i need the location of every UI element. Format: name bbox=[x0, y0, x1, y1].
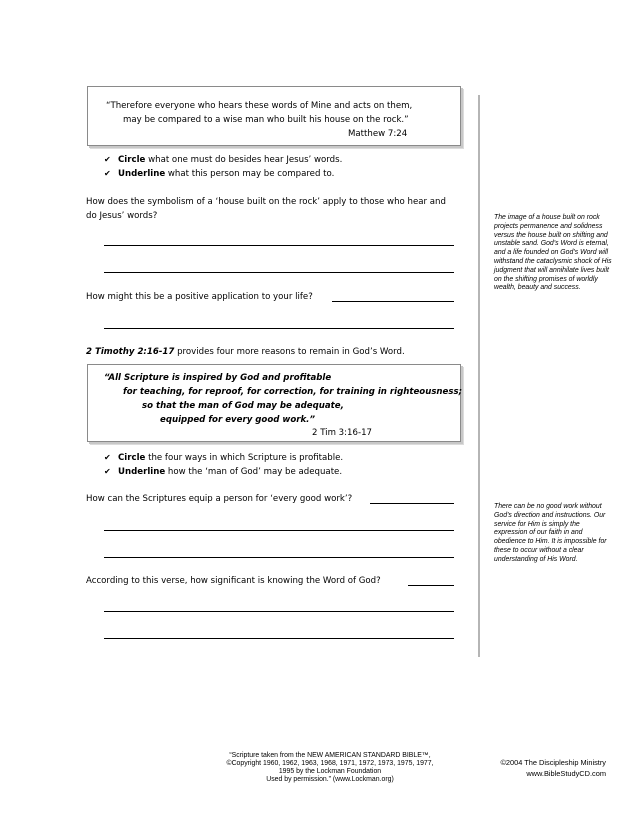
instruction-verb: Underline bbox=[118, 467, 166, 477]
scripture-reference: 2 Timothy 2:16-17 bbox=[86, 347, 175, 357]
checkmark-icon: ✔ bbox=[104, 155, 111, 164]
instruction-text: what one must do besides hear Jesus’ words. bbox=[145, 155, 343, 165]
ministry-website[interactable]: www.BibleStudyCD.com bbox=[526, 769, 606, 778]
instruction-verb: Circle bbox=[118, 453, 146, 463]
answer-line[interactable] bbox=[104, 245, 454, 246]
sidebar-note-1: The image of a house built on rock projects permanence and solidness versus the house built on shifting and unstable sand. God’s Word is eternal, and a life founded on God’s Word will withstand the cataclysmic shock of His judgment that will annihilate lives built on the shifting promises of worldly wealth, beauty and success. bbox=[494, 214, 612, 292]
answer-line[interactable] bbox=[104, 530, 454, 531]
copyright-line: 1995 by the Lockman Foundation bbox=[278, 768, 382, 775]
quote1-line1: “Therefore everyone who hears these words of Mine and acts on them, bbox=[106, 101, 413, 111]
instruction-text: the four ways in which Scripture is profitable. bbox=[145, 453, 344, 463]
answer-line[interactable] bbox=[104, 638, 454, 639]
quote1-reference: Matthew 7:24 bbox=[348, 129, 408, 139]
instruction-text: what this person may be compared to. bbox=[165, 169, 335, 179]
answer-line[interactable] bbox=[332, 301, 454, 302]
checkmark-icon: ✔ bbox=[104, 453, 111, 462]
checkmark-icon: ✔ bbox=[104, 169, 111, 178]
answer-line[interactable] bbox=[370, 503, 454, 504]
footer-copyright bbox=[200, 752, 460, 784]
checkmark-icon: ✔ bbox=[104, 467, 111, 476]
quote1-line2: may be compared to a wise man who built his house on the rock.” bbox=[123, 115, 409, 125]
instruction-text: how the ‘man of God’ may be adequate. bbox=[165, 467, 343, 477]
quote2-line2: for teaching, for reproof, for correction, for training in righteousness; bbox=[123, 387, 463, 397]
question4: According to this verse, how significant is knowing the Word of God? bbox=[86, 576, 381, 586]
question1-line2: do Jesus’ words? bbox=[86, 211, 158, 221]
question3: How can the Scriptures equip a person for ‘every good work’? bbox=[86, 494, 353, 504]
instruction-circle-1 bbox=[104, 155, 342, 165]
ministry-name: ©2004 The Discipleship Ministry bbox=[500, 758, 606, 767]
answer-line[interactable] bbox=[104, 557, 454, 558]
quote2-line1: “All Scripture is inspired by God and profitable bbox=[104, 373, 332, 383]
copyright-line: ©Copyright 1960, 1962, 1963, 1968, 1971, 1972, 1973, 1975, 1977, bbox=[226, 760, 434, 767]
answer-line[interactable] bbox=[104, 611, 454, 612]
copyright-line: “Scripture taken from the NEW AMERICAN STANDARD BIBLE™, bbox=[229, 752, 431, 759]
answer-line[interactable] bbox=[408, 585, 454, 586]
instruction-verb: Underline bbox=[118, 169, 166, 179]
intro-text: provides four more reasons to remain in God’s Word. bbox=[174, 347, 405, 357]
answer-line[interactable] bbox=[104, 272, 454, 273]
copyright-line: Used by permission.” (www.Lockman.org) bbox=[266, 776, 394, 783]
quote2-reference: 2 Tim 3:16-17 bbox=[312, 428, 373, 438]
answer-line[interactable] bbox=[104, 328, 454, 329]
instruction-verb: Circle bbox=[118, 155, 146, 165]
quote2-line4: equipped for every good work.” bbox=[160, 415, 315, 425]
sidebar-note-2: There can be no good work without God’s direction and instructions. Our service for Him is simply the expression of our faith in and obedience to Him. It is impossible for these to occur without a clear understanding of His Word. bbox=[494, 503, 607, 563]
question1-line1: How does the symbolism of a ‘house built on the rock’ apply to those who hear and bbox=[86, 197, 446, 207]
footer-ministry bbox=[484, 757, 606, 779]
instruction-underline-1 bbox=[104, 169, 334, 179]
question2: How might this be a positive application to your life? bbox=[86, 292, 313, 302]
intro-2-timothy bbox=[86, 347, 405, 357]
quote2-line3: so that the man of God may be adequate, bbox=[142, 401, 344, 411]
sidebar-divider bbox=[478, 95, 480, 657]
instruction-circle-2 bbox=[104, 453, 343, 463]
instruction-underline-2 bbox=[104, 467, 342, 477]
